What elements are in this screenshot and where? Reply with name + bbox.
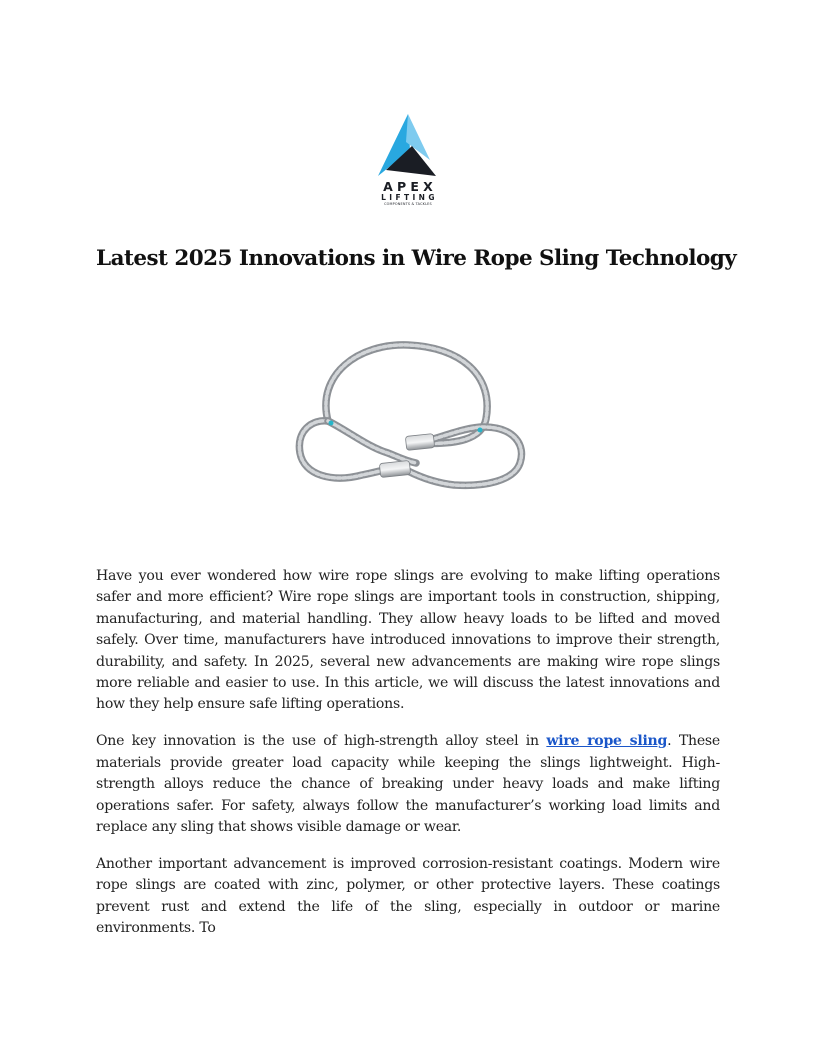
logo-brand-name: APEX [383, 179, 437, 194]
paragraph-intro: Have you ever wondered how wire rope slings are evolving to make lifting operations safer and more efficient? Wire rope slings are important tools in construction, shipping, manufacturing, and material handling. They allow heavy loads to be lifted and moved safely. Over time, manufacturers have introduced innovations to improve their strength, durability, and safety. In 2025, several new advancements are making wire rope slings more reliable and easier to use. In this article, we will discuss the latest innovations and how they help ensure safe lifting operations. [96, 568, 720, 713]
apex-lifting-logo [368, 112, 448, 216]
wire-rope-sling-image [288, 335, 528, 500]
paragraph-alloy-text-end: . These materials provide greater load capacity while keeping the slings lightweight. High-strength alloys reduce the chance of breaking under heavy loads and make lifting operations safer. For safety, always follow the manufacturer’s working load limits and replace any sling that shows visible damage or wear. [96, 733, 720, 835]
paragraph-alloy-steel [96, 731, 720, 838]
logo-brand-sub: LIFTING [381, 193, 438, 202]
paragraph-alloy-text-start: One key innovation is the use of high-strength alloy steel in [96, 733, 547, 750]
paragraph-corrosion-coatings: Another important advancement is improved corrosion-resistant coatings. Modern wire rope slings are coated with zinc, polymer, or other protective layers. These coatings prevent rust and extend the life of the sling, especially in outdoor or marine environments. To [96, 855, 720, 937]
apex-triangle-icon [376, 112, 440, 178]
article-title: Latest 2025 Innovations in Wire Rope Sling Technology [96, 246, 737, 271]
logo-tagline: COMPONENTS & TACKLES [384, 202, 432, 206]
article-body [96, 566, 720, 955]
wire-rope-sling-link[interactable]: wire rope sling [546, 733, 668, 750]
